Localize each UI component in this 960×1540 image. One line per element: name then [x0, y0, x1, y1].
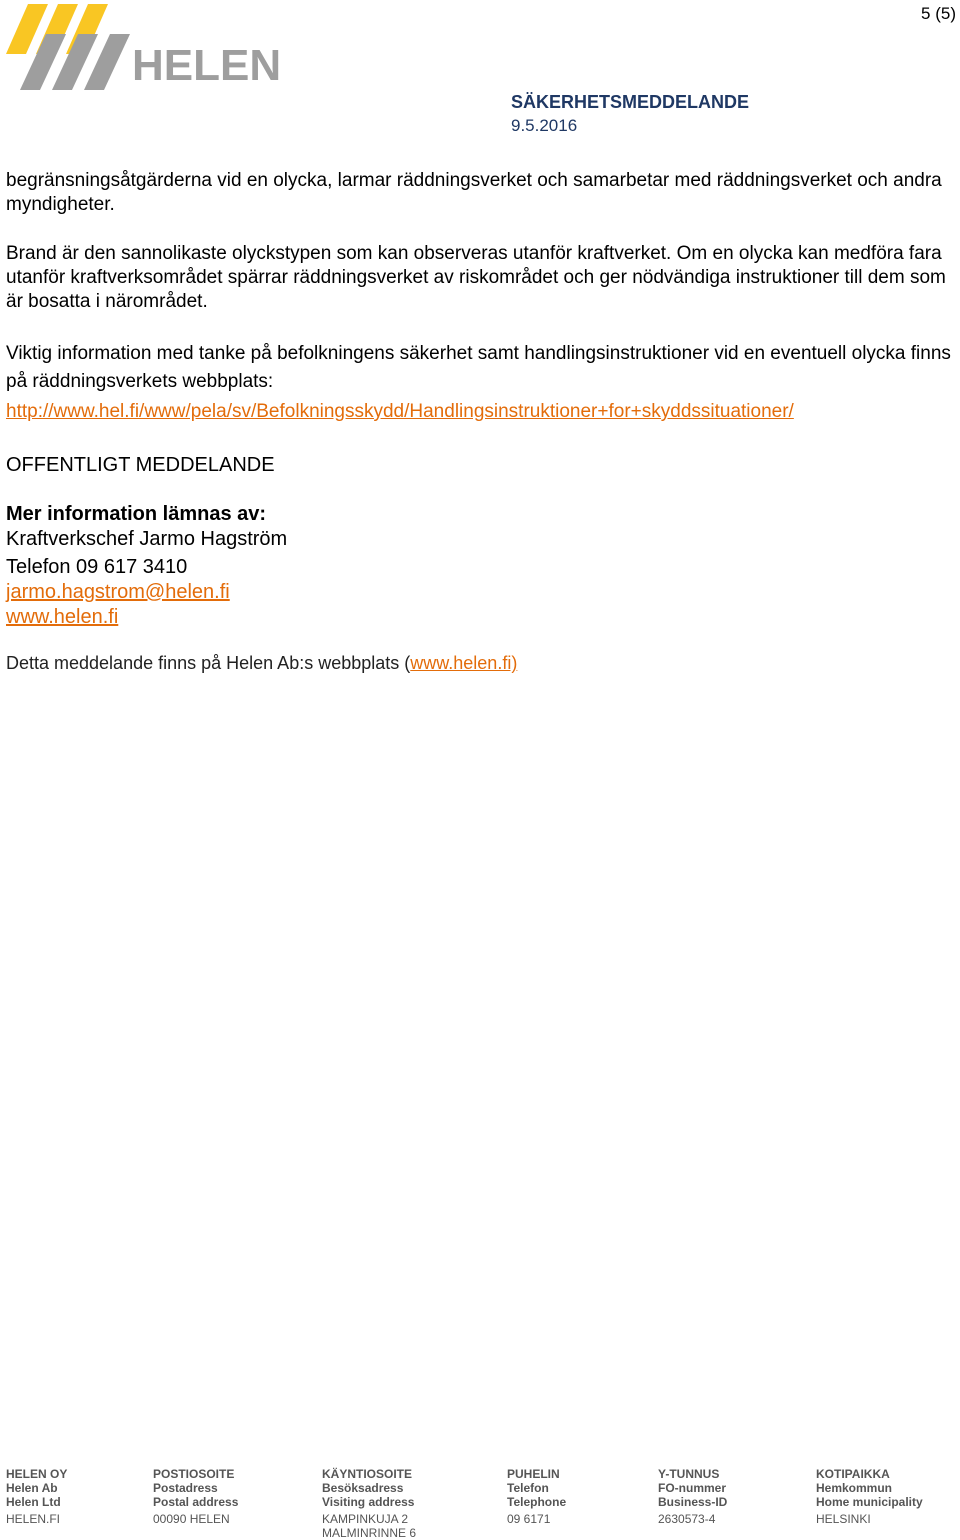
contact-phone: Telefon 09 617 3410	[6, 556, 188, 578]
footer-label: Helen Ab	[6, 1481, 58, 1495]
footer-label: Business-ID	[658, 1495, 728, 1509]
footer-label: KOTIPAIKKA	[816, 1467, 890, 1481]
footer-value: HELSINKI	[816, 1512, 871, 1526]
footer-col-phone	[507, 1467, 566, 1526]
contact-block	[6, 502, 287, 630]
footer-value: MALMINRINNE 6	[322, 1526, 417, 1540]
paragraph-3	[6, 340, 958, 426]
contact-email-link[interactable]: jarmo.hagstrom@helen.fi	[6, 581, 230, 603]
footer-col-visiting	[322, 1467, 416, 1540]
footer-col-company	[6, 1467, 67, 1526]
footer-label: Postadress	[153, 1481, 218, 1495]
footer-label: Hemkommun	[816, 1481, 893, 1495]
footer-label: Helen Ltd	[6, 1495, 61, 1509]
document-title: SÄKERHETSMEDDELANDE	[511, 92, 750, 112]
public-notice-heading: OFFENTLIGT MEDDELANDE	[6, 454, 275, 476]
footer	[6, 1467, 956, 1539]
rescue-service-link[interactable]: http://www.hel.fi/www/pela/sv/Befolkningsskydd/Handlingsinstruktioner+for+skyddssituationer/	[6, 401, 794, 422]
footer-label: FO-nummer	[658, 1481, 727, 1495]
footer-label: Postal address	[153, 1495, 239, 1509]
website-note-link[interactable]: www.helen.fi)	[410, 653, 518, 673]
paragraph-3-text: Viktig information med tanke på befolkningens säkerhet samt handlingsinstruktioner vid en eventuell olycka finns på räddningsverkets webbplats:	[6, 343, 951, 392]
footer-label: Visiting address	[322, 1495, 415, 1509]
footer-label: KÄYNTIOSOITE	[322, 1467, 413, 1481]
footer-label: PUHELIN	[507, 1467, 560, 1481]
footer-label: HELEN OY	[6, 1467, 68, 1481]
footer-value: 09 6171	[507, 1512, 551, 1526]
website-note	[6, 653, 517, 674]
footer-col-postal	[153, 1467, 238, 1526]
footer-label: Home municipality	[816, 1495, 923, 1509]
footer-col-business-id	[658, 1467, 727, 1526]
paragraph-1: begränsningsåtgärderna vid en olycka, larmar räddningsverket och samarbetar med räddningsverket och andra myndigheter.	[6, 170, 942, 215]
contact-name: Kraftverkschef Jarmo Hagström	[6, 528, 288, 550]
paragraph-2: Brand är den sannolikaste olyckstypen som kan observeras utanför kraftverket. Om en olycka kan medföra fara utanför kraftverksområdet spärrar räddningsverket av riskområdet och ger nödvändiga instruktioner till dem som är bosatta i närområdet.	[6, 243, 946, 312]
contact-web-link[interactable]: www.helen.fi	[6, 606, 119, 628]
logo-text: HELEN	[132, 41, 282, 90]
page-number: 5 (5)	[921, 4, 956, 23]
helen-logo	[6, 4, 282, 92]
footer-col-home	[816, 1467, 923, 1526]
footer-label: Telephone	[507, 1495, 567, 1509]
contact-heading: Mer information lämnas av:	[6, 503, 267, 525]
footer-value: 2630573-4	[658, 1512, 716, 1526]
footer-label: POSTIOSOITE	[153, 1467, 235, 1481]
footer-label: Y-TUNNUS	[658, 1467, 720, 1481]
footer-value: 00090 HELEN	[153, 1512, 230, 1526]
website-note-text: Detta meddelande finns på Helen Ab:s webbplats (	[6, 653, 411, 673]
footer-value: KAMPINKUJA 2	[322, 1512, 409, 1526]
footer-value: HELEN.FI	[6, 1512, 61, 1526]
helen-logo-icon	[6, 4, 282, 92]
document-date: 9.5.2016	[511, 116, 578, 135]
footer-label: Telefon	[507, 1481, 549, 1495]
footer-label: Besöksadress	[322, 1481, 404, 1495]
